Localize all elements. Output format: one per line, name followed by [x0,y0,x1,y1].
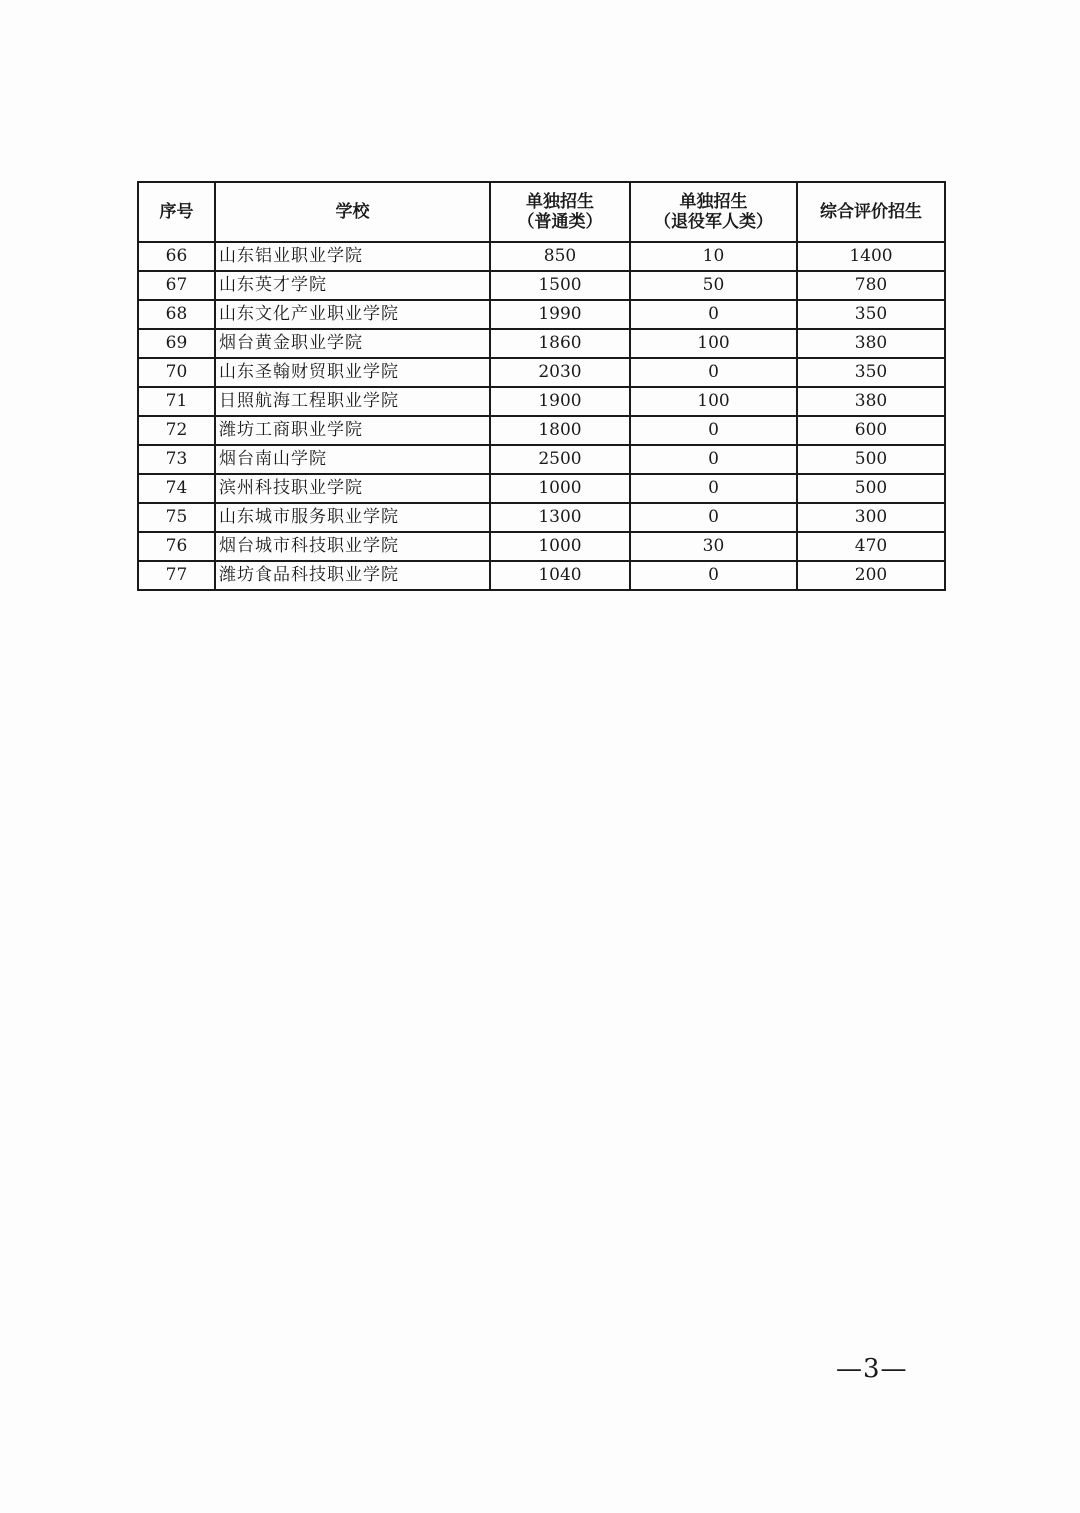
table-row [138,271,945,300]
table-row [138,561,945,590]
table-row [138,329,945,358]
cell-single-veteran: 100 [630,387,797,416]
table-row [138,503,945,532]
cell-single-general: 1900 [490,387,630,416]
cell-single-general: 1300 [490,503,630,532]
cell-single-veteran: 0 [630,474,797,503]
header-single-veteran-line2: （退役军人类） [654,212,773,232]
table-header-row [138,182,945,242]
cell-single-veteran: 0 [630,416,797,445]
cell-school: 烟台南山学院 [215,445,490,474]
cell-single-general: 1990 [490,300,630,329]
cell-single-general: 1000 [490,474,630,503]
cell-single-general: 1040 [490,561,630,590]
cell-school: 山东文化产业职业学院 [215,300,490,329]
header-single-general-line2: （普通类） [517,212,603,232]
cell-comprehensive: 500 [797,445,945,474]
cell-school: 山东英才学院 [215,271,490,300]
cell-no: 73 [138,445,215,474]
table-row [138,387,945,416]
cell-school: 潍坊食品科技职业学院 [215,561,490,590]
cell-no: 77 [138,561,215,590]
cell-single-veteran: 100 [630,329,797,358]
table-row [138,532,945,561]
cell-single-veteran: 50 [630,271,797,300]
cell-single-general: 2030 [490,358,630,387]
cell-school: 烟台城市科技职业学院 [215,532,490,561]
cell-comprehensive: 380 [797,387,945,416]
cell-school: 日照航海工程职业学院 [215,387,490,416]
page-number: —3— [836,1354,908,1384]
cell-no: 74 [138,474,215,503]
table-row [138,242,945,271]
cell-comprehensive: 500 [797,474,945,503]
cell-school: 山东城市服务职业学院 [215,503,490,532]
cell-single-general: 1800 [490,416,630,445]
table-body [138,242,945,590]
cell-school: 山东铝业职业学院 [215,242,490,271]
header-comprehensive: 综合评价招生 [797,182,945,242]
table-row [138,445,945,474]
cell-single-general: 2500 [490,445,630,474]
cell-single-general: 1500 [490,271,630,300]
cell-comprehensive: 780 [797,271,945,300]
cell-no: 69 [138,329,215,358]
header-single-general [490,182,630,242]
cell-school: 山东圣翰财贸职业学院 [215,358,490,387]
table-row [138,474,945,503]
header-single-general-line1: 单独招生 [526,191,594,212]
cell-no: 68 [138,300,215,329]
header-no: 序号 [138,182,215,242]
cell-single-general: 1860 [490,329,630,358]
cell-no: 67 [138,271,215,300]
cell-school: 潍坊工商职业学院 [215,416,490,445]
cell-comprehensive: 380 [797,329,945,358]
cell-single-general: 850 [490,242,630,271]
cell-single-veteran: 0 [630,561,797,590]
cell-comprehensive: 350 [797,300,945,329]
table-row [138,416,945,445]
cell-comprehensive: 1400 [797,242,945,271]
cell-comprehensive: 470 [797,532,945,561]
cell-comprehensive: 350 [797,358,945,387]
cell-single-veteran: 0 [630,445,797,474]
cell-school: 滨州科技职业学院 [215,474,490,503]
header-single-veteran-line1: 单独招生 [679,191,748,212]
cell-comprehensive: 600 [797,416,945,445]
cell-no: 66 [138,242,215,271]
cell-no: 70 [138,358,215,387]
cell-single-general: 1000 [490,532,630,561]
cell-single-veteran: 0 [630,503,797,532]
cell-no: 71 [138,387,215,416]
cell-single-veteran: 10 [630,242,797,271]
header-single-veteran [630,182,797,242]
cell-comprehensive: 200 [797,561,945,590]
cell-school: 烟台黄金职业学院 [215,329,490,358]
cell-single-veteran: 0 [630,358,797,387]
cell-single-veteran: 0 [630,300,797,329]
cell-single-veteran: 30 [630,532,797,561]
table-row [138,300,945,329]
cell-no: 76 [138,532,215,561]
enrollment-table [137,181,946,591]
header-school: 学校 [215,182,490,242]
cell-comprehensive: 300 [797,503,945,532]
cell-no: 72 [138,416,215,445]
cell-no: 75 [138,503,215,532]
table-row [138,358,945,387]
